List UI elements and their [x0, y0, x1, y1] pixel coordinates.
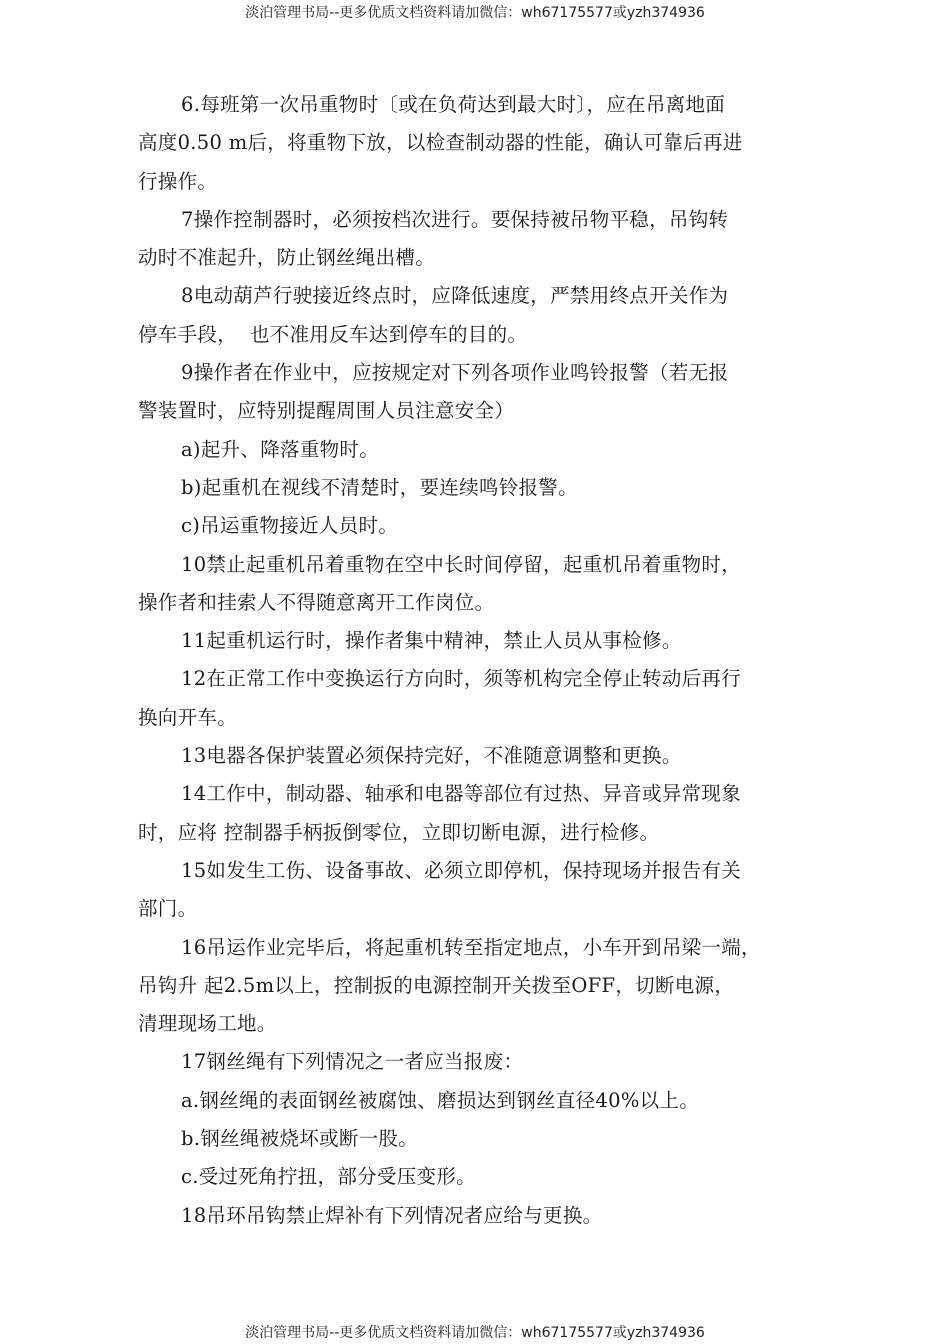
- text-line: 8电动葫芦行驶接近终点时，应降低速度，严禁用终点开关作为: [181, 284, 729, 308]
- text-line: 18吊环吊钩禁止焊补有下列情况者应给与更换。: [181, 1203, 603, 1227]
- page-footer: 淡泊管理书局--更多优质文档资料请加微信：wh67175577或yzh374936: [245, 1325, 705, 1341]
- text-line: 动时不准起升，防止钢丝绳出槽。: [138, 246, 436, 270]
- text-line: b)起重机在视线不清楚时，要连续鸣铃报警。: [181, 475, 578, 499]
- document-body: [138, 86, 824, 1235]
- text-line: 14工作中，制动器、轴承和电器等部位有过热、异音或异常现象: [181, 782, 742, 806]
- text-line: 6.每班第一次吊重物时〔或在负荷达到最大时〕，应在吊离地面: [181, 93, 726, 116]
- page-header: 淡泊管理书局--更多优质文档资料请加微信：wh67175577或yzh374936: [245, 5, 705, 21]
- text-line: c.受过死角拧扭，部分受压变形。: [181, 1165, 476, 1189]
- text-line: 9操作者在作业中，应按规定对下列各项作业鸣铃报警（若无报: [181, 361, 729, 385]
- text-line: 时，应将 控制器手柄扳倒零位，立即切断电源，进行检修。: [138, 820, 660, 844]
- text-line: 吊钩升 起2.5m以上，控制扳的电源控制开关拨至OFF，切断电源，: [138, 973, 735, 997]
- text-line: b.钢丝绳被烧坏或断一股。: [181, 1127, 419, 1151]
- text-line: 12在正常工作中变换运行方向时，须等机构完全停止转动后再行: [181, 667, 742, 691]
- text-line: 10禁止起重机吊着重物在空中长时间停留，起重机吊着重物时，: [181, 552, 742, 576]
- text-line: 17钢丝绳有下列情况之一者应当报废：: [181, 1050, 524, 1074]
- text-line: 15如发生工伤、设备事故、必须立即停机，保持现场并报告有关: [181, 858, 742, 882]
- text-line: 11起重机运行时，操作者集中精神，禁止人员从事检修。: [181, 629, 682, 653]
- text-line: 高度0.50 m后，将重物下放，以检查制动器的性能，确认可靠后再进: [138, 131, 743, 155]
- text-line: c)吊运重物接近人员时。: [181, 514, 399, 538]
- text-line: a.钢丝绳的表面钢丝被腐蚀、磨损达到钢丝直径40%以上。: [181, 1088, 700, 1112]
- text-line: 部门。: [138, 897, 198, 921]
- text-line: 操作者和挂索人不得随意离开工作岗位。: [138, 590, 495, 614]
- text-line: 警装置时，应特别提醒周围人员注意安全）: [138, 399, 515, 423]
- text-line: 行操作。: [138, 169, 218, 193]
- text-line: 换向开车。: [138, 705, 238, 729]
- text-line: a)起升、降落重物时。: [181, 437, 380, 461]
- text-line: 清理现场工地。: [138, 1012, 277, 1036]
- text-line: 13电器各保护装置必须保持完好，不准随意调整和更换。: [181, 744, 682, 768]
- text-line: 16吊运作业完毕后，将起重机转至指定地点，小车开到吊梁一端，: [181, 935, 761, 959]
- text-line: 7操作控制器时，必须按档次进行。要保持被吊物平稳，吊钩转: [181, 207, 729, 231]
- text-line: 停车手段， 也不准用反车达到停车的目的。: [138, 322, 528, 346]
